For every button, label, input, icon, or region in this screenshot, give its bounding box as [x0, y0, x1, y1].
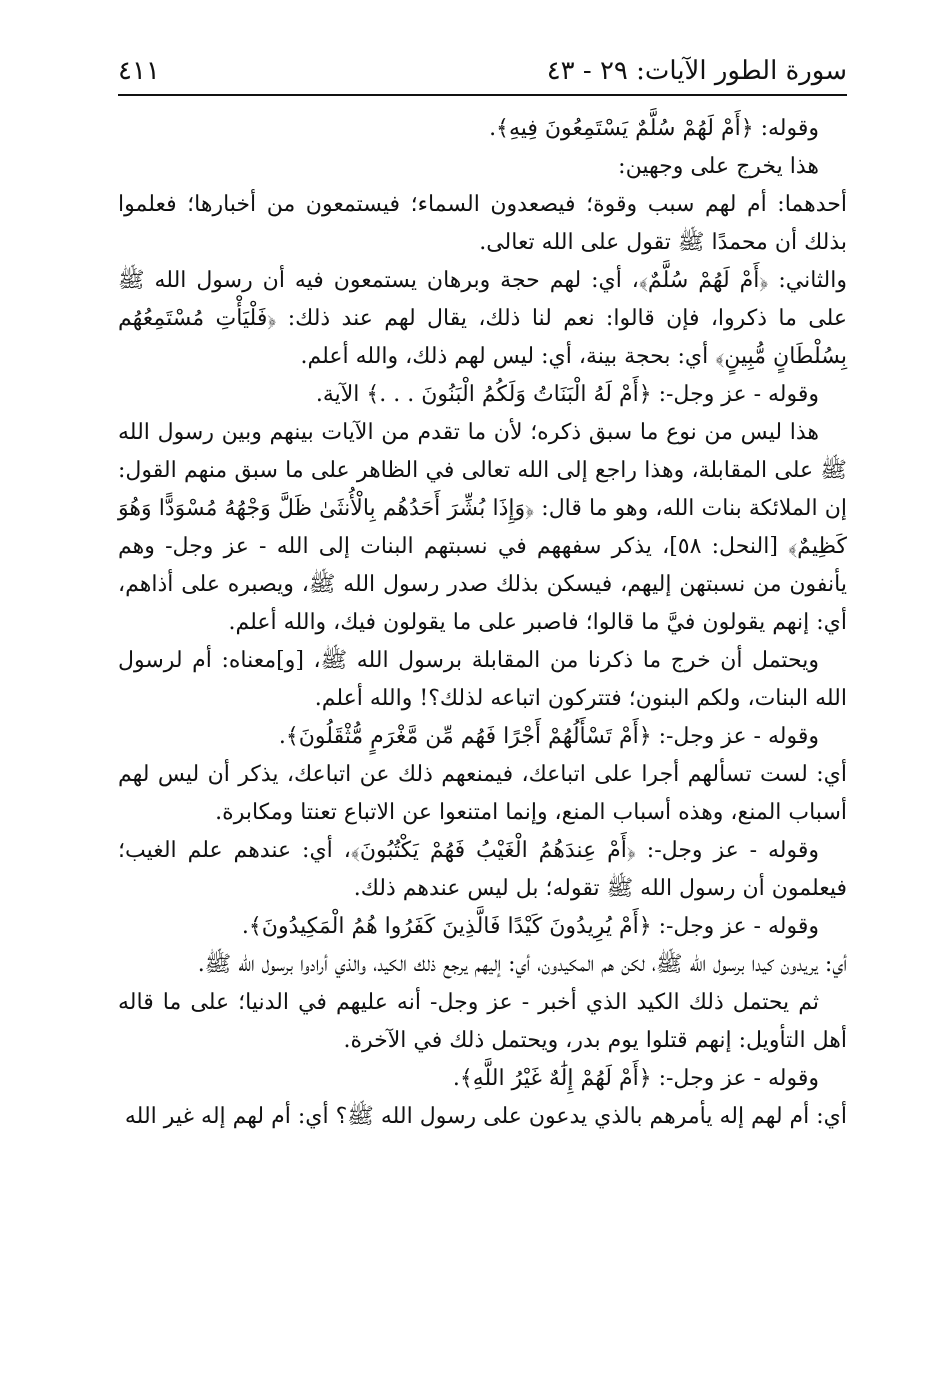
paragraph: وقوله - عز وجل-: ﴿أَمْ لَهُ الْبَنَاتُ وَلَكُمُ الْبَنُونَ . . .﴾ الآية. [315, 382, 819, 407]
paragraph: أي: يريدون كيدا برسول الله ﷺ، لكن هم المكيدون، أي: إليهم يرجع ذلك الكيد، والذي أرادوا برسول الله ﷺ. [197, 952, 847, 977]
page-body [118, 110, 847, 1389]
paragraph: وقوله: ﴿أَمْ لَهُمْ سُلَّمٌ يَسْتَمِعُونَ فِيهِ﴾. [489, 116, 819, 141]
paragraph: أي: لست تسألهم أجرا على اتباعك، فيمنعهم ذلك عن اتباعك، يذكر أن ليس لهم أسباب المنع، وهذه أسباب المنع، وإنما امتنعوا عن الاتباع تعنتا ومكابرة. [118, 762, 847, 825]
running-header [118, 52, 847, 90]
paragraph: ثم يحتمل ذلك الكيد الذي أخبر - عز وجل- أنه عليهم في الدنيا؛ على ما قاله أهل التأويل: إنهم قتلوا يوم بدر، ويحتمل ذلك في الآخرة. [118, 990, 847, 1053]
paragraph: وقوله - عز وجل-: ﴿أَمْ عِندَهُمُ الْغَيْبُ فَهُمْ يَكْتُبُونَ﴾، أي: عندهم علم الغيب؛ فيعلمون أن رسول الله ﷺ تقوله؛ بل ليس عندهم ذلك. [118, 838, 847, 901]
header-title: سورة الطور الآيات: ٢٩ - ٤٣ [546, 56, 847, 86]
paragraph: ويحتمل أن خرج ما ذكرنا من المقابلة برسول الله ﷺ، [و]معناه: أم لرسول الله البنات، ولكم البنون؛ فتتركون اتباعه لذلك؟! والله أعلم. [118, 648, 847, 711]
paragraph: هذا ليس من نوع ما سبق ذكره؛ لأن ما تقدم من الآيات بينهم وبين رسول الله ﷺ على المقابلة، وهذا راجع إلى الله تعالى في الظاهر على ما سبق منهم القول: إن الملائكة بنات الله، وهو ما قال: ﴿وَإِذَا بُشِّرَ أَحَدُهُم بِالْأُنثَىٰ ظَلَّ وَجْهُهُ مُسْوَدًّا وَهُوَ كَظِيمٌ﴾ [النحل: ٥٨]، يذكر سفههم في نسبتهم البنات إلى الله - عز وجل- وهم يأنفون من نسبتهن إليهم، فيسكن بذلك صدر رسول الله ﷺ، ويصبره على أذاهم، أي: إنهم يقولون فيَّ ما قالوا؛ فاصبر على ما يقولون فيك، والله أعلم. [118, 420, 847, 635]
paragraph: وقوله - عز وجل-: ﴿أَمْ تَسْأَلُهُمْ أَجْرًا فَهُم مِّن مَّغْرَمٍ مُّثْقَلُونَ﴾. [278, 724, 819, 749]
paragraph: أحدهما: أم لهم سبب وقوة؛ فيصعدون السماء؛ فيستمعون من أخبارها؛ فعلموا بذلك أن محمدًا ﷺ تقول على الله تعالى. [118, 192, 847, 255]
page-number: ٤١١ [118, 56, 160, 86]
paragraph: أي: أم لهم إله يأمرهم بالذي يدعون على رسول الله ﷺ؟ أي: أم لهم إله غير الله [124, 1104, 847, 1129]
header-rule [118, 94, 847, 96]
paragraph: وقوله - عز وجل-: ﴿أَمْ لَهُمْ إِلَٰهٌ غَيْرُ اللَّهِ﴾. [452, 1066, 819, 1091]
paragraph: والثاني: ﴿أَمْ لَهُمْ سُلَّمٌ﴾، أي: لهم حجة وبرهان يستمعون فيه أن رسول الله ﷺ على ما ذكروا، فإن قالوا: نعم لنا ذلك، يقال لهم عند ذلك: ﴿فَلْيَأْتِ مُسْتَمِعُهُم بِسُلْطَانٍ مُّبِينٍ﴾ أي: بحجة بينة، أي: ليس لهم ذلك، والله أعلم. [118, 268, 847, 369]
paragraph: وقوله - عز وجل-: ﴿أَمْ يُرِيدُونَ كَيْدًا فَالَّذِينَ كَفَرُوا هُمُ الْمَكِيدُونَ﴾. [241, 914, 819, 939]
paragraph: هذا يخرج على وجهين: [618, 154, 819, 179]
